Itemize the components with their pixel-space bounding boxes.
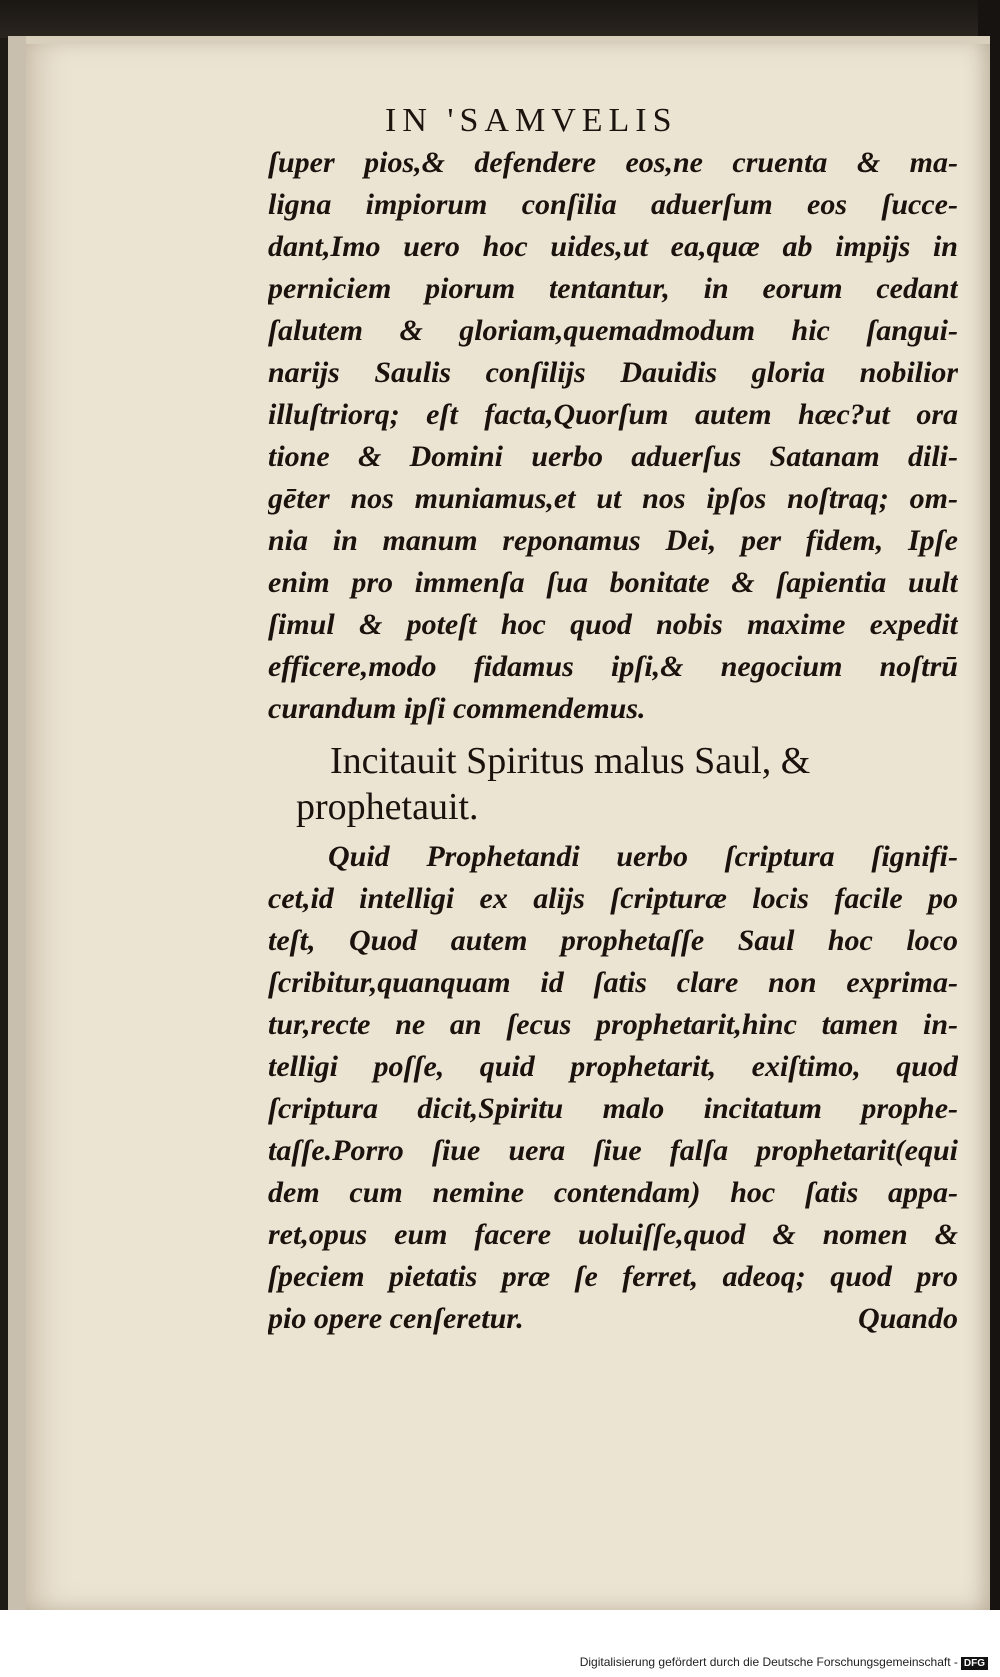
text-line: cet,id intelligi ex alijs ſcripturæ locis facile po bbox=[268, 882, 958, 915]
text-line: Quid Prophetandi uerbo ſcriptura ſignifi- bbox=[328, 840, 958, 873]
section-heading bbox=[268, 738, 958, 830]
text-line: curandum ipſi commendemus. bbox=[268, 692, 646, 725]
text-line: teſt, Quod autem prophetaſſe Saul hoc loco bbox=[268, 924, 958, 957]
last-line-row bbox=[268, 1298, 958, 1340]
text-line: illuſtriorq; eſt facta,Quorſum autem hæc?ut ora bbox=[268, 398, 958, 431]
text-line: tur,recte ne an ſecus prophetarit,hinc tamen in- bbox=[268, 1008, 958, 1041]
text-line: perniciem piorum tentantur, in eorum cedant bbox=[268, 272, 958, 305]
text-line: tione & Domini uerbo aduerſus Satanam dili- bbox=[268, 440, 958, 473]
heading-line: prophetauit. bbox=[296, 786, 479, 828]
text-line: ret,opus eum facere uoluiſſe,quod & nomen & bbox=[268, 1218, 958, 1251]
catchword: Quando bbox=[857, 1302, 958, 1335]
credit-text: Digitalisierung gefördert durch die Deutsche Forschungsgemeinschaft - bbox=[579, 1655, 958, 1669]
text-line: gēter nos muniamus,et ut nos ipſos noſtraq; om- bbox=[268, 482, 958, 515]
text-line: pio opere cenſeretur. bbox=[268, 1302, 524, 1335]
text-line: narijs Saulis conſilijs Dauidis gloria nobilior bbox=[268, 356, 958, 389]
dfg-badge: DFG bbox=[961, 1657, 988, 1670]
text-line: telligi poſſe, quid prophetarit, exiſtimo, quod bbox=[268, 1050, 958, 1083]
scan-border-top bbox=[0, 0, 1000, 38]
text-line: ligna impiorum conſilia aduerſum eos ſucce- bbox=[268, 188, 958, 221]
text-line: dant,Imo uero hoc uides,ut ea,quæ ab impijs in bbox=[268, 230, 958, 263]
text-line: enim pro immenſa ſua bonitate & ſapientia uult bbox=[268, 566, 958, 599]
text-line: ſpeciem pietatis præ ſe ferret, adeoq; quod pro bbox=[268, 1260, 958, 1293]
paragraph-2 bbox=[268, 836, 958, 1340]
text-line: ſcribitur,quanquam id ſatis clare non exprima- bbox=[268, 966, 958, 999]
text-line: nia in manum reponamus Dei, per fidem, Ipſe bbox=[268, 524, 958, 557]
running-head: IN 'SAMVELIS bbox=[385, 102, 678, 139]
digitization-credit bbox=[580, 1655, 988, 1670]
text-line: ſalutem & gloriam,quemadmodum hic ſangui- bbox=[268, 314, 958, 347]
page-text-block bbox=[268, 142, 958, 1340]
heading-line: Incitauit Spiritus malus Saul, & bbox=[330, 740, 811, 782]
paragraph-1 bbox=[268, 142, 958, 730]
text-line: ſcriptura dicit,Spiritu malo incitatum prophe- bbox=[268, 1092, 958, 1125]
text-line: ſuper pios,& defendere eos,ne cruenta & ma- bbox=[268, 146, 958, 179]
text-line: ſimul & poteſt hoc quod nobis maxime expedit bbox=[268, 608, 958, 641]
text-line: dem cum nemine contendam) hoc ſatis appa- bbox=[268, 1176, 958, 1209]
text-line: efficere,modo fidamus ipſi,& negocium noſtrū bbox=[268, 650, 958, 683]
text-line: taſſe.Porro ſiue uera ſiue falſa prophetarit(equi bbox=[268, 1134, 958, 1167]
